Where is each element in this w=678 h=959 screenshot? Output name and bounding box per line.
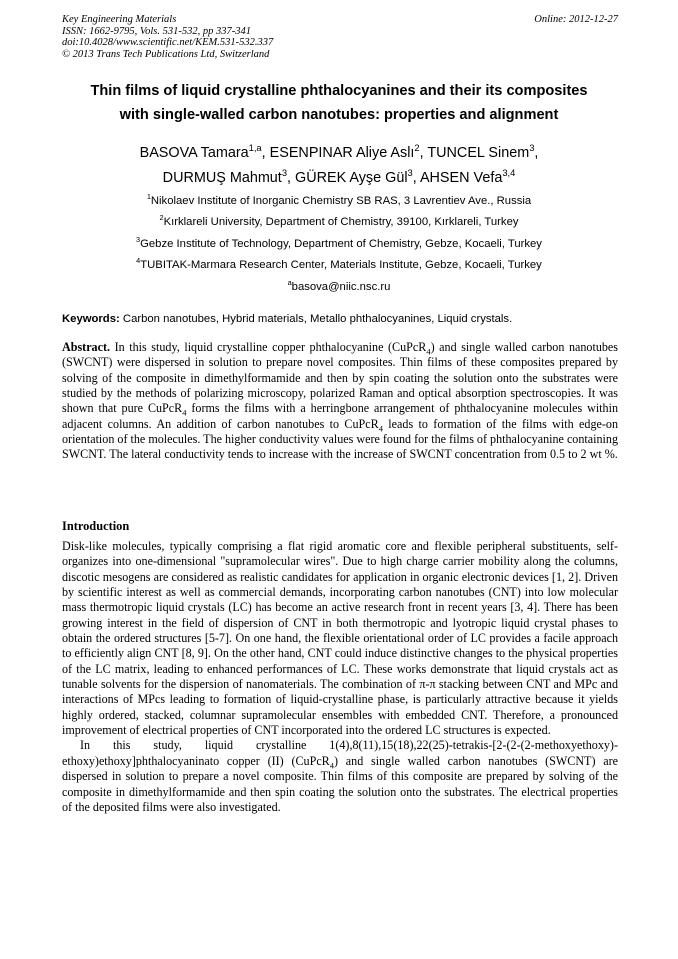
author-name: TUNCEL Sinem [427, 145, 530, 161]
abstract-text: In this study, liquid crystalline copper phthalocyanine (CuPcR [110, 340, 427, 354]
intro-paragraph-1: Disk-like molecules, typically comprising a flat rigid aromatic core and flexible peripheral substituents, self-organizes into one-dimensional "supramolecular wires". Due to high charge carrier mobility along the columns, discotic mesogens are considered as realistic candidates for application in organic electronic devices [1, 2]. Driven by scientific interest as well as commercial demands, incorporating carbon nanotubes (CNT) into low molecular mass thermotropic liquid crystals (LC) has become an active research front in recent years [3, 4]. There has been growing interest in the field of dispersion of CNT in both thermotropic and lyotropic liquid crystal phases to obtain the ordered structures [5-7]. On one hand, the flexible orientational order of LC provides a facile approach to efficiently align CNT [8, 9]. On the other hand, CNT could induce distinctive changes to the physical properties of the LC matrix, leading to enhanced performances of LC. These works demonstrate that liquid crystals act as tunable solvents for the dispersion of nanomaterials. The combination of π-π stacking between CNT and MPc and interactions of MPcs leading to formation of liquid-crystalline phase, is particularly attractive because it yields highly ordered, stacked, columnar supramolecular ensembles with embedded CNT. Therefore, a pronounced improvement of electrical properties of CNT incorporated into the ordered LC structures is expected. [62, 539, 618, 738]
author-name: AHSEN Vefa [419, 170, 503, 186]
author-sep: , [412, 170, 420, 186]
author-sep: , [287, 170, 296, 186]
copyright-line: © 2013 Trans Tech Publications Ltd, Switzerland [62, 48, 270, 60]
author-sep: , [419, 145, 428, 161]
online-date: Online: 2012-12-27 [534, 14, 618, 25]
author-line-2 [40, 166, 638, 191]
affiliation-text: Nikolaev Institute of Inorganic Chemistry SB RAS, 3 Lavrentiev Ave., Russia [150, 195, 532, 207]
author-sup: 3 [281, 168, 288, 179]
keywords-text: Carbon nanotubes, Hybrid materials, Metallo phthalocyanines, Liquid crystals. [119, 313, 513, 325]
subscript: 4 [329, 760, 334, 771]
contact-email[interactable] [40, 277, 638, 298]
affiliation-list [40, 191, 638, 298]
affiliation-sup: 3 [136, 235, 141, 245]
author-sup: 3,4 [502, 168, 516, 179]
intro-text: ) and single walled carbon nanotubes (SWCNT) are dispersed in solution to prepare a novel composite. Thin films of this composite are prepared by solving of the composite in dimethylformamide and then spin coating the solution onto the substrates. The electrical properties of the deposited films were also investigated. [62, 753, 618, 814]
author-sup: 3 [407, 168, 413, 179]
affiliation-sup: 4 [136, 256, 141, 266]
abstract-paragraph [62, 340, 618, 463]
section-heading-introduction: Introduction [62, 519, 130, 533]
abstract-text: ) and single walled carbon nanotubes (SWCNT) were dispersed in solution to prepare novel composites. Thin films of these composites prepared by solving of the composite in dimethylformamide and then by spin coating the solution onto the substrates were studied by the methods of polarizing microscopy, polarized Raman and optical absorption spectroscopies. It was shown that pure CuPcR [62, 340, 619, 416]
keywords-label: Keywords: [62, 313, 120, 325]
subscript: 4 [182, 407, 187, 418]
author-name: ESENPINAR Aliye Aslı [269, 145, 415, 161]
affiliation-text: Kırklareli University, Department of Chemistry, 39100, Kırklareli, Turkey [163, 216, 519, 229]
keywords [62, 312, 618, 326]
affiliation-sup: a [287, 277, 292, 287]
author-name: DURMUŞ Mahmut [162, 170, 282, 186]
author-sup: 3 [529, 143, 535, 154]
subscript: 4 [378, 423, 383, 434]
author-list [40, 141, 638, 191]
author-name: BASOVA Tamara [139, 145, 249, 161]
author-sep: , [261, 145, 270, 161]
title-line-2: with single-walled carbon nanotubes: properties and alignment [119, 107, 559, 123]
author-name: GÜREK Ayşe Gül [295, 170, 408, 186]
journal-header [62, 14, 618, 60]
affiliation-sup: 2 [159, 213, 164, 223]
journal-name: Key Engineering Materials [62, 14, 177, 25]
intro-paragraph-2 [62, 738, 618, 815]
abstract-text: forms the films with a herringbone arrangement of phthalocyanine molecules within adjacent columns. An addition of carbon nanotubes to CuPcR [62, 401, 618, 431]
author-sup: 2 [414, 143, 420, 154]
subscript: 4 [426, 346, 431, 357]
abstract [62, 340, 618, 463]
author-line-1: BASOVA Tamara$^{1,a}$, ESENPINAR Aliye Aslı$^2$, TUNCEL Sinem$^3$, [139, 143, 539, 161]
paper-title [40, 79, 638, 127]
affiliation-text: TUBITAK-Marmara Research Center, Materials Institute, Gebze, Kocaeli, Turkey [140, 259, 542, 272]
email-text[interactable]: basova@niic.nsc.ru [291, 280, 391, 293]
author-sup: 1,a [248, 143, 262, 154]
title-line-1: Thin films of liquid crystalline phthalocyanines and their its composites [90, 83, 588, 99]
affiliation-2 [40, 212, 638, 233]
affiliation-3 [40, 234, 638, 255]
abstract-text: leads to formation of the films with edge-on orientation of the molecules. The higher conductivity values were found for the films of phthalocyanine containing SWCNT. The lateral conductivity tends to increase with the increase of SWCNT concentration from 0.5 to 2 wt %. [62, 416, 619, 462]
issn-line: ISSN: 1662-9795, Vols. 531-532, pp 337-341 [62, 25, 251, 37]
abstract-label: Abstract. [62, 340, 111, 354]
affiliation-text: Gebze Institute of Technology, Department of Chemistry, Gebze, Kocaeli, Turkey [140, 237, 542, 250]
doi-line: doi:10.4028/www.scientific.net/KEM.531-532.337 [62, 37, 274, 48]
affiliation-4 [40, 255, 638, 276]
affiliation-1 [40, 191, 638, 212]
introduction-body [62, 539, 618, 815]
affiliation-sup: 1 [146, 192, 151, 202]
intro-text: In this study, liquid crystalline 1(4),8(11),15(18),22(25)-tetrakis-[2-(2-(2-methoxyethoxy)-ethoxy)ethoxy]phthalocyaninato copper (II) (CuPcR [62, 738, 618, 768]
